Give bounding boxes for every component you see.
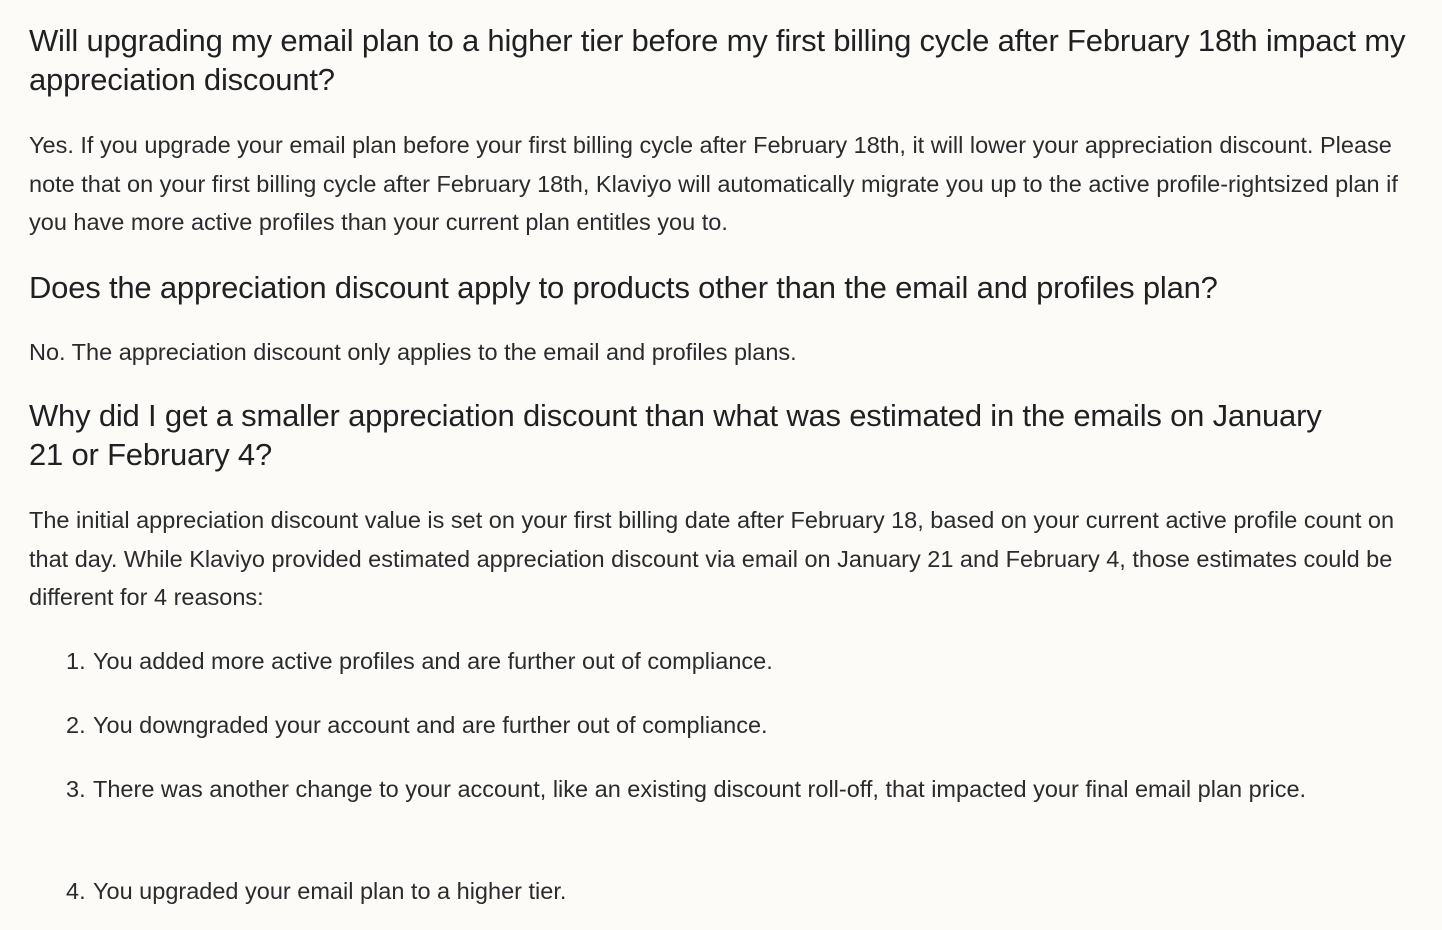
- faq-question-smaller-discount: Why did I get a smaller appreciation discount than what was estimated in the emails on January 21 or February 4?: [29, 398, 1322, 472]
- list-item: [66, 706, 1406, 745]
- list-item-number: 4.: [66, 878, 86, 904]
- list-item-text: You added more active profiles and are further out of compliance.: [93, 648, 773, 674]
- list-item-number: 2.: [66, 712, 86, 738]
- list-item: [66, 642, 1406, 681]
- list-item-number: 1.: [66, 648, 86, 674]
- list-item-text: You downgraded your account and are further out of compliance.: [93, 712, 768, 738]
- faq-answer-upgrade-impact: Yes. If you upgrade your email plan before your first billing cycle after February 18th, it will lower your appreciation discount. Please note that on your first billing cycle after February 18th, Klaviyo will automatically migrate you up to the active profile-rightsized plan if you have more active profiles than your current plan entitles you to.: [29, 132, 1398, 235]
- list-item-text: You upgraded your email plan to a higher tier.: [93, 878, 567, 904]
- list-item: [66, 770, 1396, 809]
- faq-question-upgrade-impact: Will upgrading my email plan to a higher tier before my first billing cycle after February 18th impact my appreciation discount?: [29, 23, 1406, 97]
- list-item-number: 3.: [66, 776, 86, 802]
- faq-answer-smaller-discount: The initial appreciation discount value is set on your first billing date after February 18, based on your current active profile count on that day. While Klaviyo provided estimated appreciation discount via email on January 21 and February 4, those estimates could be different for 4 reasons:: [29, 507, 1395, 610]
- faq-question-other-products: Does the appreciation discount apply to products other than the email and profiles plan?: [29, 270, 1218, 305]
- list-item: [66, 872, 1406, 911]
- faq-answer-other-products: No. The appreciation discount only applies to the email and profiles plans.: [29, 339, 797, 365]
- list-item-text: There was another change to your account, like an existing discount roll-off, that impacted your final email plan price.: [93, 776, 1307, 802]
